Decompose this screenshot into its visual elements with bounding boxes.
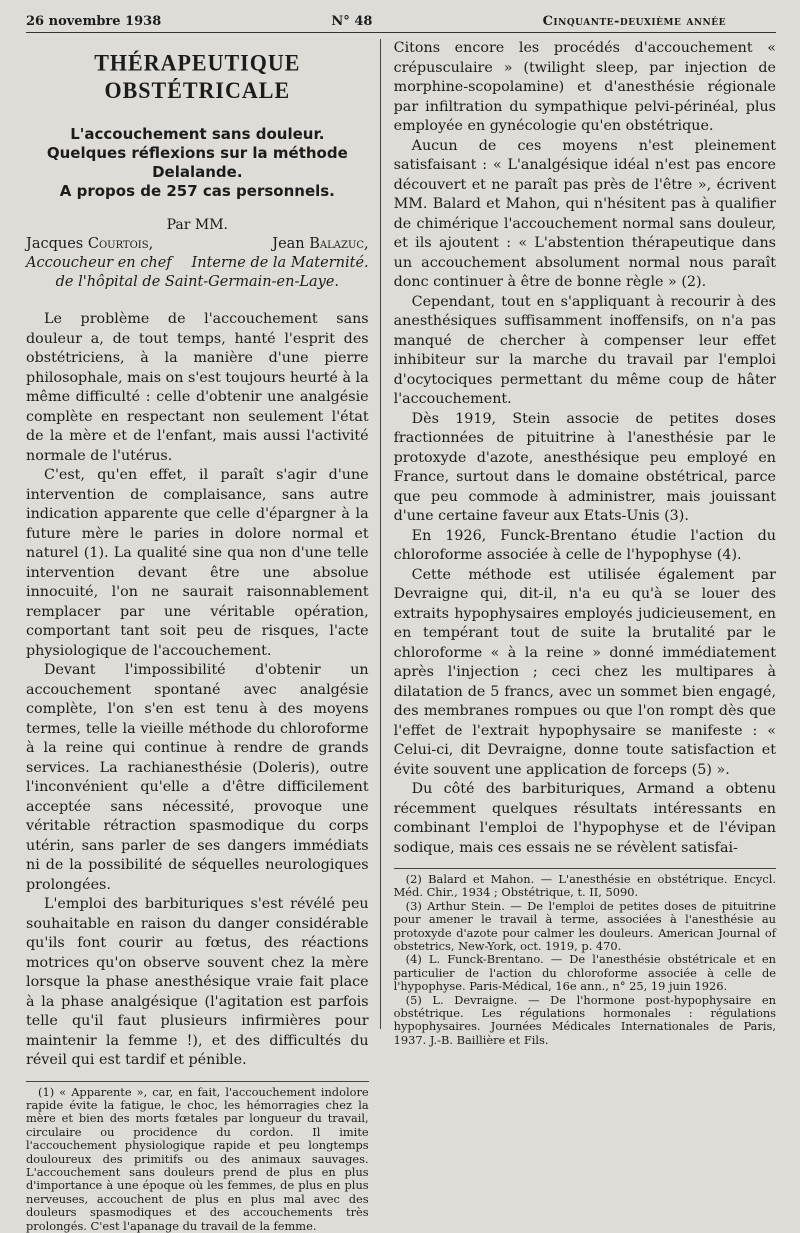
issue-date: 26 novembre 1938 <box>26 14 162 29</box>
paragraph: En 1926, Funck-Brentano étudie l'action du chloroforme associée à celle de l'hypophyse (4). <box>393 527 776 563</box>
subtitle-line: Quelques réflexions sur la méthode Delalande. <box>46 144 348 181</box>
running-head <box>26 14 776 33</box>
article-title: THÉRAPEUTIQUE OBSTÉTRICALE <box>94 49 301 104</box>
paragraph: Le problème de l'accouchement sans douleur a, de tout temps, hanté l'esprit des obstétriciens, à la manière d'une pierre philosophale, mais on s'est toujours heurté à la même difficulté : celle d'obtenir une analgésie complète en respectant non seulement l'état de la mère et de l'enfant, mais aussi l'activité normale de l'utérus. <box>26 311 369 464</box>
affiliation-courtois: Accoucheur en chef <box>26 255 172 271</box>
issue-number: N° 48 <box>331 14 373 29</box>
right-column <box>388 39 776 1233</box>
paragraph: Cependant, tout en s'appliquant à recourir à des anesthésiques suffisamment inoffensifs, on n'a pas manqué de chercher à compenser leur effet inhibiteur sur la marche du travail par l'emploi d'ocytociques permettant du même coup de hâter l'accouchement. <box>393 293 776 407</box>
article-subtitle <box>26 125 369 201</box>
paragraph: Aucun de ces moyens n'est pleinement satisfaisant : « L'analgésique idéal n'est pas encore découvert et ne paraît pas près de l'être », écrivent MM. Balard et Mahon, qui n'hésitent pas à qualifier de chimérique l'accouchement normal sans douleur, et ils ajoutent : « L'abstention thérapeutique dans un accouchement absolument normal nous paraît donc continuer à être de bonne règle » (2). <box>393 137 776 290</box>
paragraph: Cette méthode est utilisée également par Devraigne qui, dit-il, n'a eu qu'à se louer des extraits hypophysaires employés judicieusement, en en tempérant tout de suite la brutalité par le chloroforme « à la reine » donné immédiatement après l'injection ; ceci chez les multipares à dilatation de 5 francs, avec un sommet bien engagé, des membranes rompues ou que l'on rompt dès que l'effet de l'extrait hypophysaire se manifeste : « Celui-ci, dit Devraigne, donne toute satisfaction et évite souvent une application de forceps (5) ». <box>393 566 776 778</box>
left-footnotes <box>26 1086 369 1233</box>
paragraph: C'est, qu'en effet, il paraît s'agir d'une intervention de complaisance, sans autre indication apparente que celle d'épargner à la future mère le paries in dolore normal et naturel (1). La qualité sine qua non d'une telle intervention devant être une absolue innocuité, l'on ne saurait raisonnablement remplacer par une véritable opération, comportant tant soit peu de risques, l'acte physiologique de l'accouchement. <box>26 467 369 659</box>
column-divider <box>380 39 381 1029</box>
paragraph: Citons encore les procédés d'accouchement « crépusculaire » (twilight sleep, par injection de morphine-scopolamine) et d'anesthésie régionale par infiltration du sympathique pelvi-périnéal, plus employée en gynécologie qu'en obstétrique. <box>393 40 776 134</box>
paragraph: Du côté des barbituriques, Armand a obtenu récemment quelques résultats intéressants en combinant l'emploi de l'hypophyse et de l'évipan sodique, mais ces essais ne se révèlent satisfai- <box>393 781 776 856</box>
author-courtois: Jacques Courtois, <box>26 236 154 252</box>
par-mm: Par MM. <box>166 217 229 233</box>
paragraph: Dès 1919, Stein associe de petites doses fractionnées de pituitrine à l'anesthésie par le protoxyde d'azote, anesthésique peu employé en France, surtout dans le domaine obstétrical, parce que peu commode à administrer, mais jouissant d'une certaine faveur aux Etats-Unis (3). <box>393 410 776 524</box>
footnote-1: (1) « Apparente », car, en fait, l'accouchement indolore rapide évite la fatigue, le choc, les hémorragies chez la mère et bien des morts fœtales par longueur du travail, circulaire ou procidence du cordon. Il imite l'accouchement physiologique rapide et peu longtemps douloureux des primitifs ou des animaux sauvages. L'accouchement sans douleurs prend de plus en plus d'importance à une époque où les femmes, de plus en plus nerveuses, accouchent de plus en plus mal avec des douleurs spasmodiques et des accouchements très prolongés. C'est l'apanage du travail de la femme. <box>26 1084 369 1233</box>
subtitle-line: L'accouchement sans douleur. <box>70 125 325 143</box>
footnote-2: (2) Balard et Mahon. — L'anesthésie en obstétrique. Encycl. Méd. Chir., 1934 ; Obstétrique, t. II, 5090. <box>393 872 776 900</box>
right-footnotes <box>394 873 776 1047</box>
subtitle-line: A propos de 257 cas personnels. <box>59 182 335 200</box>
left-body-text <box>26 310 369 1071</box>
author-block <box>26 217 369 292</box>
paragraph: L'emploi des barbituriques s'est révélé peu souhaitable en raison du danger considérable qu'ils font courir au fœtus, des réactions motrices qu'on observe souvent chez la mère lorsque la phase anesthésique vraie fait place à la phase analgésique (l'agitation est parfois telle qu'il faut plusieurs infirmières pour maintenir la femme !), et des difficultés du réveil qui est tardif et pénible. <box>26 896 369 1068</box>
two-column-body <box>26 39 776 1233</box>
footnote-3: (3) Arthur Stein. — De l'emploi de petites doses de pituitrine pour amener le travail à terme, associées à l'anesthésie au protoxyde d'azote pour calmer les douleurs. American Journal of obstetrics, New-York, oct. 1919, p. 470. <box>393 898 776 954</box>
paragraph: Devant l'impossibilité d'obtenir un accouchement spontané avec analgésie complète, l'on s'en est tenu à des moyens termes, telle la vieille méthode du chloroforme à la reine qui continue à rendre de grands services. La rachianesthésie (Doleris), outre l'inconvénient qu'elle a d'être difficilement acceptée sans nécessité, provoque une véritable rétraction spasmodique du corps utérin, sans parler de ses dangers immédiats ni de la possibilité de séquelles neurologiques prolongées. <box>26 662 369 893</box>
right-body-text <box>394 39 776 858</box>
affiliation-balazuc: Interne de la Maternité. <box>191 255 369 271</box>
footnote-4: (4) L. Funck-Brentano. — De l'anesthésie obstétricale et en particulier de l'action du chloroforme associée à celle de l'hypophyse. Paris-Médical, 16e ann., n° 25, 19 juin 1926. <box>393 952 776 994</box>
footnote-5: (5) L. Devraigne. — De l'hormone post-hypophysaire en obstétrique. Les régulations hormonales : régulations hypophysaires. Journées Médicales Internationales de Paris, 1937. J.-B. Baillière et Fils. <box>393 992 776 1047</box>
journal-year: Cinquante-deuxième année <box>542 14 726 29</box>
footnote-rule <box>26 1081 369 1082</box>
footnote-rule <box>394 868 776 869</box>
left-column <box>26 39 369 1233</box>
authors-line <box>26 235 369 254</box>
affiliation-hospital: de l'hôpital de Saint-Germain-en-Laye. <box>55 274 340 290</box>
author-balazuc: Jean Balazuc, <box>272 236 369 252</box>
affiliations-line <box>26 254 369 273</box>
